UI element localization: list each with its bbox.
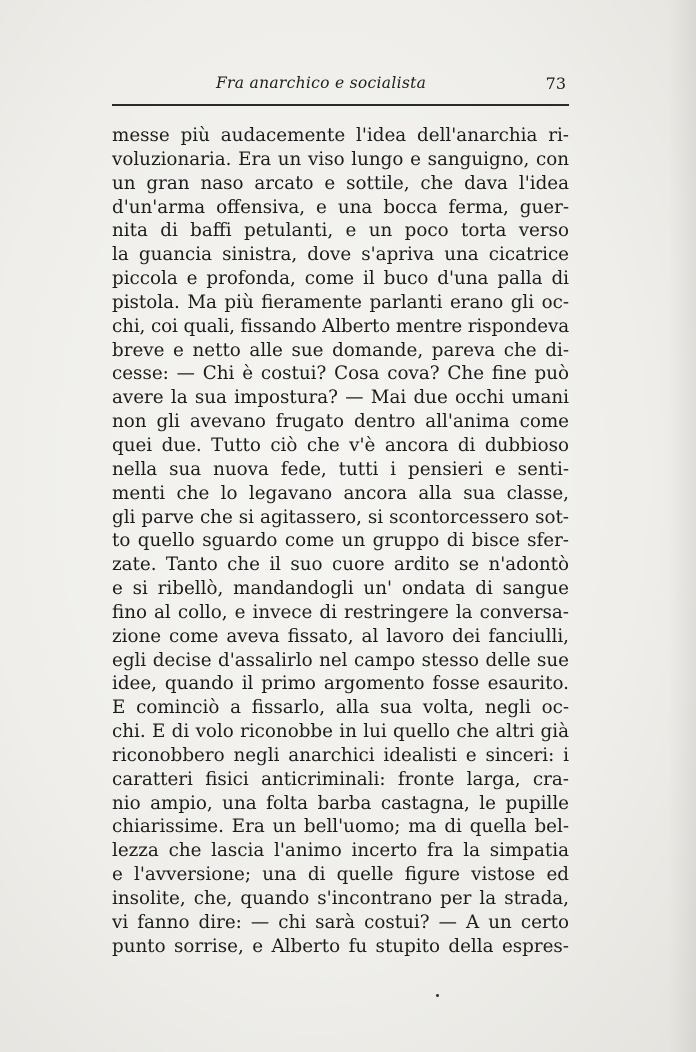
text-line: breve e netto alle sue domande, pareva che di- [112, 339, 569, 361]
text-line: chiarissime. Era un bell'uomo; ma di quella bel- [112, 816, 569, 838]
text-line: egli decise d'assalirlo nel campo stesso delle sue [112, 649, 569, 671]
ink-speck [436, 994, 439, 997]
text-line: punto sorrise, e Alberto fu stupito della espres- [112, 935, 569, 957]
text-line: vi fanno dire: — chi sarà costui? — A un certo [112, 911, 569, 933]
running-title: Fra anarchico e socialista [216, 74, 427, 92]
text-line: nio ampio, una folta barba castagna, le pupille [112, 792, 569, 814]
text-line: quei due. Tutto ciò che v'è ancora di dubbioso [112, 434, 569, 456]
text-line: un gran naso arcato e sottile, che dava l'idea [112, 172, 569, 194]
text-line: lezza che lascia l'animo incerto fra la simpatia [112, 840, 569, 862]
text-line: menti che lo legavano ancora alla sua classe, [112, 482, 569, 504]
text-line: d'un'arma offensiva, e una bocca ferma, guer- [112, 196, 569, 218]
text-line: e si ribellò, mandandogli un' ondata di sangue [112, 578, 569, 600]
text-line: chi. E di volo riconobbe in lui quello che altri già [112, 721, 569, 743]
text-line: zione come aveva fissato, al lavoro dei fanciulli, [112, 625, 569, 647]
text-line: gli parve che si agitassero, si scontorcessero sot- [112, 506, 569, 528]
text-line: nita di baffi petulanti, e un poco torta verso [112, 220, 569, 242]
text-line: piccola e profonda, come il buco d'una palla di [112, 268, 569, 290]
running-header [112, 74, 568, 100]
text-line: chi, coi quali, fissando Alberto mentre rispondeva [112, 315, 569, 337]
text-line: insolite, che, quando s'incontrano per la strada, [112, 888, 569, 909]
header-rule [112, 104, 569, 106]
text-line: la guancia sinistra, dove s'apriva una cicatrice [112, 244, 569, 266]
text-line: fino al collo, e invece di restringere la conversa- [112, 601, 569, 623]
page-edge-shadow [668, 0, 696, 1052]
text-line: non gli avevano frugato dentro all'anima come [112, 411, 569, 433]
text-line: idee, quando il primo argomento fosse esaurito. [112, 673, 569, 695]
text-line: cesse: — Chi è costui? Cosa cova? Che fine può [112, 363, 569, 385]
text-line: riconobbero negli anarchici idealisti e sinceri: i [112, 744, 569, 766]
text-line: messe più audacemente l'idea dell'anarchia ri- [112, 125, 569, 146]
text-line: nella sua nuova fede, tutti i pensieri e senti- [112, 458, 569, 480]
text-line: e l'avversione; una di quelle figure vistose ed [112, 864, 569, 886]
text-line: avere la sua impostura? — Mai due occhi umani [112, 387, 569, 409]
body-text [112, 124, 569, 959]
text-line: to quello sguardo come un gruppo di bisce sfer- [112, 530, 569, 552]
text-line: zate. Tanto che il suo cuore ardito se n'adontò [112, 554, 569, 576]
text-line: E cominciò a fissarlo, alla sua volta, negli oc- [112, 697, 569, 719]
text-line: pistola. Ma più fieramente parlanti erano gli oc- [112, 291, 569, 313]
text-line: voluzionaria. Era un viso lungo e sanguigno, con [112, 148, 569, 170]
text-line: caratteri fisici anticriminali: fronte larga, cra- [112, 768, 569, 790]
page-number: 73 [545, 74, 566, 93]
